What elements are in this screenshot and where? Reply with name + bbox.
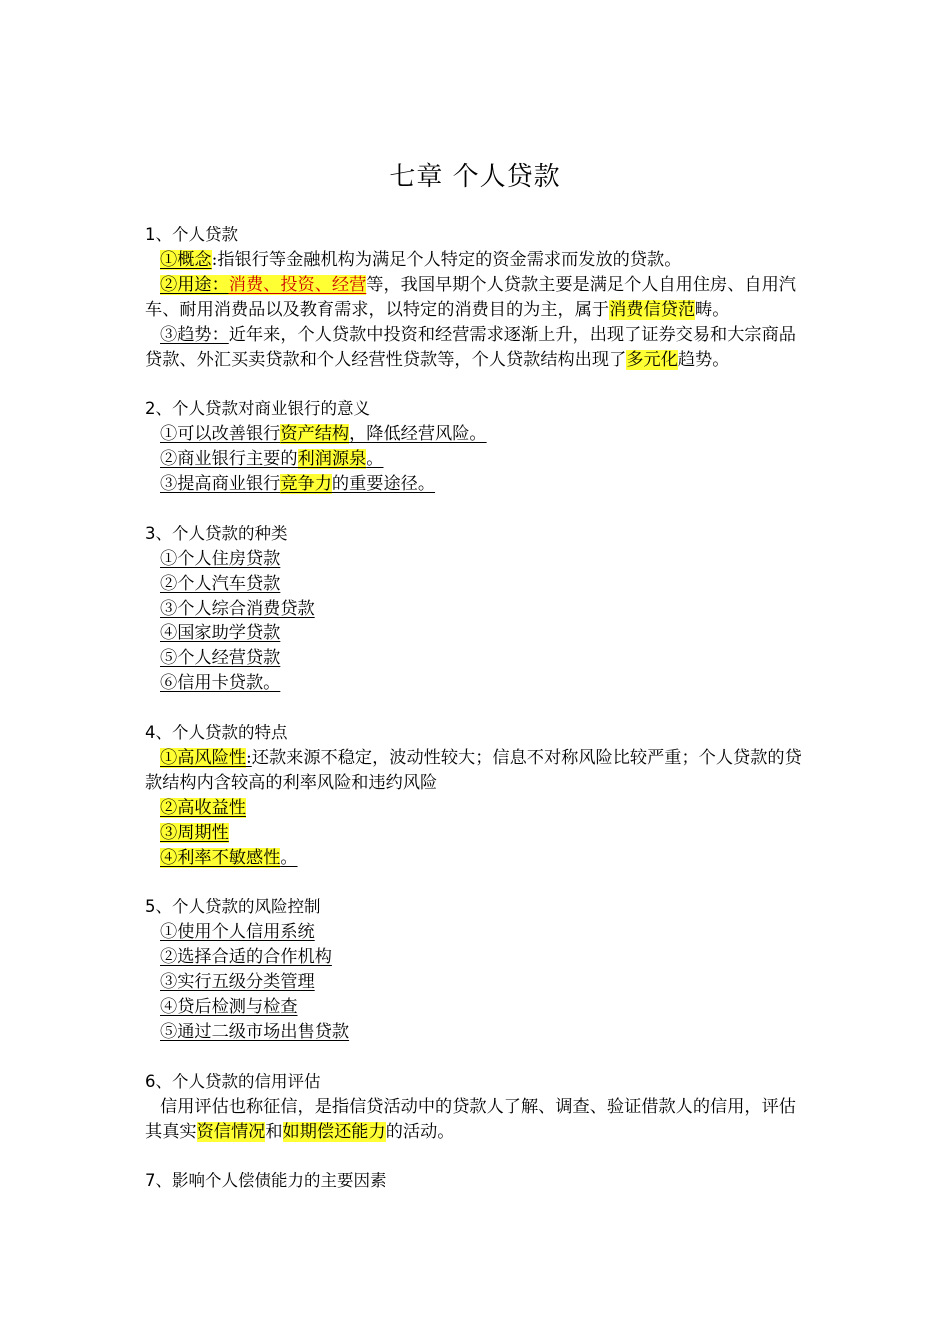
s2-item-1 xyxy=(145,422,810,447)
s3-item-1: ①个人住房贷款 xyxy=(160,548,281,569)
list-item xyxy=(145,1020,810,1045)
section-5-heading: 5、个人贷款的风险控制 xyxy=(145,897,321,917)
s2-item-3-highlight: 竞争力 xyxy=(280,474,332,495)
list-item xyxy=(145,970,810,995)
s6-end: 的活动。 xyxy=(385,1121,455,1142)
page-title: 七章 个人贷款 xyxy=(389,162,561,192)
s1-use xyxy=(145,273,810,323)
s2-item-3-text: ③提高商业银行 xyxy=(160,474,281,495)
s1-use-highlight: 消费、投资、经营 xyxy=(228,274,367,295)
s3-item-6: ⑥信用卡贷款。 xyxy=(160,673,281,694)
s3-item-2: ②个人汽车贷款 xyxy=(160,573,281,594)
list-item xyxy=(145,621,810,646)
s6-highlight-1: 资信情况 xyxy=(196,1121,266,1142)
list-item xyxy=(145,646,810,671)
s2-item-1-text: ①可以改善银行 xyxy=(160,424,281,445)
s4-item-3-text: ③周期性 xyxy=(160,822,229,843)
s1-concept-label: ①概念 xyxy=(160,249,212,270)
s4-item-2-text: ②高收益性 xyxy=(160,797,246,818)
s4-item-1-text: 还款来源不稳定，波动性较大；信息不对称风险比较严重；个人贷款的贷款结构内含较高的利率风险和违约风险 xyxy=(145,747,802,793)
s1-trend xyxy=(145,323,810,373)
s2-item-1-end: ，降低经营风险。 xyxy=(349,424,487,445)
s1-use-highlight-2: 消费信贷范 xyxy=(609,299,696,320)
section-2-heading: 2、个人贷款对商业银行的意义 xyxy=(145,399,370,419)
s2-item-2-highlight: 利润源泉 xyxy=(297,449,367,470)
s1-trend-label: ③趋势： xyxy=(160,324,229,345)
s6-text: 信用评估也称征信，是指信贷活动中的贷款人了解、调查、验证借款人的信用，评估其真实 xyxy=(145,1096,796,1142)
s2-item-3 xyxy=(145,472,810,497)
list-item xyxy=(145,572,810,597)
list-item xyxy=(145,920,810,945)
s4-item-4-end: 。 xyxy=(280,847,298,868)
section-7-heading: 7、影响个人偿债能力的主要因素 xyxy=(145,1171,387,1191)
section-6-heading: 6、个人贷款的信用评估 xyxy=(145,1071,321,1091)
s5-item-4: ④贷后检测与检查 xyxy=(160,997,298,1018)
s2-item-2-end: 。 xyxy=(366,449,384,470)
s4-item-1 xyxy=(145,746,810,796)
list-item xyxy=(145,945,810,970)
s5-item-1: ①使用个人信用系统 xyxy=(160,922,315,943)
s5-item-2: ②选择合适的合作机构 xyxy=(160,947,332,968)
s4-item-3 xyxy=(145,821,810,846)
s2-item-3-end: 的重要途径。 xyxy=(331,474,436,495)
list-item xyxy=(145,671,810,696)
s1-trend-text: 近年来，个人贷款中投资和经营需求逐渐上升，出现了证券交易和大宗商品贷款、外汇买卖贷款和个人经营性贷款等，个人贷款结构出现了 xyxy=(145,324,796,370)
section-4-heading: 4、个人贷款的特点 xyxy=(145,723,288,743)
section-3-heading: 3、个人贷款的种类 xyxy=(145,523,288,543)
s4-item-1-sep: : xyxy=(245,747,252,768)
s2-item-1-highlight: 资产结构 xyxy=(280,424,350,445)
s1-trend-end: 趋势。 xyxy=(677,349,730,370)
list-item xyxy=(145,995,810,1020)
s1-trend-highlight: 多元化 xyxy=(626,349,678,370)
s6-paragraph xyxy=(145,1095,810,1145)
s1-concept xyxy=(145,248,810,273)
s3-item-3: ③个人综合消费贷款 xyxy=(160,598,315,619)
s1-use-text: 等，我国早期个人贷款主要是满足个人自用住房、自用汽车、耐用消费品以及教育需求，以特定的消费目的为主，属于 xyxy=(145,274,796,320)
list-item xyxy=(145,597,810,622)
s6-mid: 和 xyxy=(265,1121,283,1142)
s4-item-2 xyxy=(145,796,810,821)
s1-concept-text: :指银行等金融机构为满足个人特定的资金需求而发放的贷款。 xyxy=(211,249,682,270)
s2-item-2 xyxy=(145,447,810,472)
s3-item-4: ④国家助学贷款 xyxy=(160,623,281,644)
s4-item-4 xyxy=(145,846,810,871)
s4-item-4-text: ④利率不敏感性 xyxy=(160,847,281,868)
list-item xyxy=(145,547,810,572)
s3-item-5: ⑤个人经营贷款 xyxy=(160,648,281,669)
section-1-heading: 1、个人贷款 xyxy=(145,225,238,244)
s6-highlight-2: 如期偿还能力 xyxy=(282,1121,386,1142)
s5-item-3: ③实行五级分类管理 xyxy=(160,972,315,993)
document-body xyxy=(145,223,810,1194)
s1-use-end: 畴。 xyxy=(695,299,730,320)
s5-item-5: ⑤通过二级市场出售贷款 xyxy=(160,1021,350,1042)
s2-item-2-text: ②商业银行主要的 xyxy=(160,449,298,470)
s4-item-1-label: ①高风险性 xyxy=(160,747,246,768)
s1-use-label: ②用途： xyxy=(160,274,229,295)
